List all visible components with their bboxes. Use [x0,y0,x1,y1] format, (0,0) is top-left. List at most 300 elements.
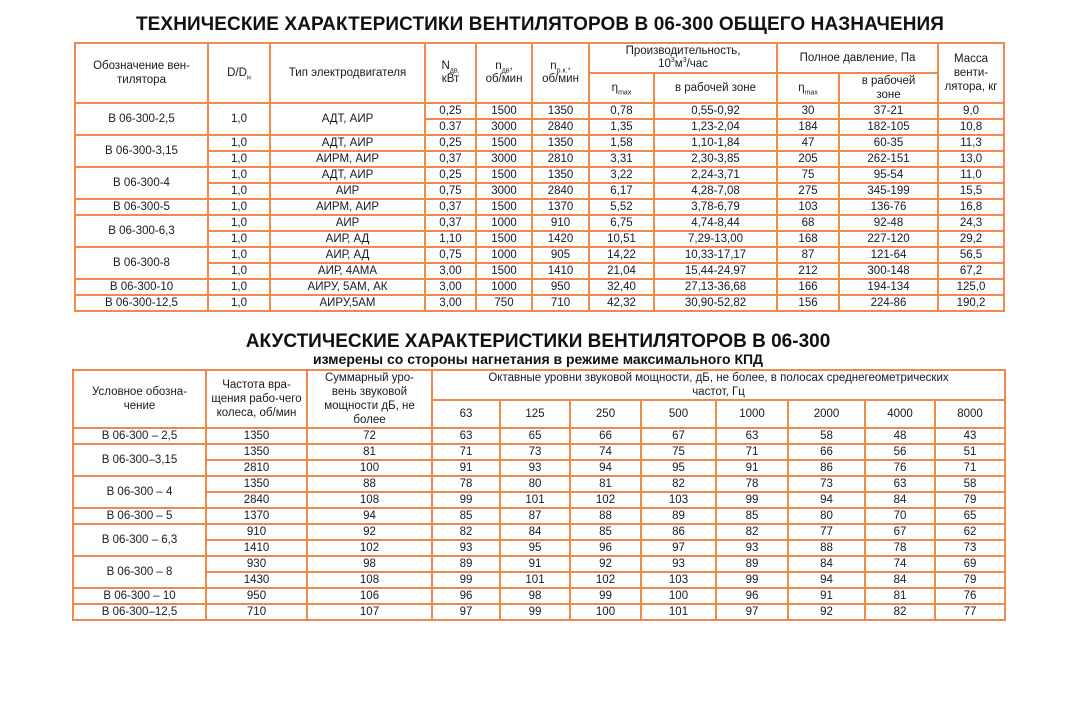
table-row [73,444,1005,460]
octave-level-cell: 48 [865,428,935,444]
octave-level-cell: 94 [788,572,865,588]
table-row [75,215,1004,231]
capacity-zone-cell: 10,33-17,17 [654,247,777,263]
octave-level-cell: 102 [570,492,641,508]
octave-level-cell: 62 [935,524,1005,540]
header-motor-speed: $n_{дв}$, об/мин [476,43,532,103]
octave-level-cell: 89 [641,508,716,524]
wheel-speed-cell: 2840 [532,183,589,199]
wheel-speed-cell: 1350 [206,476,307,492]
octave-level-cell: 99 [716,572,788,588]
mass-cell: 125,0 [938,279,1004,295]
power-cell: 0,37 [425,199,476,215]
octave-level-cell: 63 [716,428,788,444]
octave-level-cell: 81 [570,476,641,492]
octave-level-cell: 43 [935,428,1005,444]
pressure-zone-cell: 60-35 [839,135,938,151]
octave-level-cell: 78 [432,476,500,492]
mass-cell: 11,3 [938,135,1004,151]
motor-speed-cell: 1500 [476,199,532,215]
capacity-eta-cell: 32,40 [589,279,654,295]
wheel-speed-cell: 2840 [532,119,589,135]
octave-level-cell: 99 [500,604,570,620]
pressure-eta-cell: 275 [777,183,839,199]
mass-cell: 11,0 [938,167,1004,183]
motor-speed-cell: 1500 [476,135,532,151]
power-cell: 0,25 [425,135,476,151]
fan-designation: В 06-300-10 [75,279,208,295]
header-wheel-speed: Частота вра-щения рабо-чего колеса, об/мин [206,370,307,428]
capacity-zone-cell: 4,74-8,44 [654,215,777,231]
wheel-speed-cell: 950 [206,588,307,604]
wheel-speed-cell: 1410 [532,263,589,279]
mass-cell: 15,5 [938,183,1004,199]
motor-speed-cell: 1500 [476,167,532,183]
header-mass: Масса венти-лятора, кг [938,43,1004,103]
motor-cell: АДТ, АИР [270,167,425,183]
motor-cell: АИРУ,5АМ [270,295,425,311]
octave-level-cell: 97 [432,604,500,620]
octave-level-cell: 99 [716,492,788,508]
motor-cell: АИРУ, 5АМ, АК [270,279,425,295]
table-row [73,460,1005,476]
fan-designation: В 06-300-3,15 [75,135,208,167]
total-level-cell: 81 [307,444,432,460]
wheel-speed-cell: 1370 [532,199,589,215]
octave-level-cell: 99 [432,492,500,508]
octave-level-cell: 94 [788,492,865,508]
motor-speed-cell: 1000 [476,247,532,263]
pressure-zone-cell: 194-134 [839,279,938,295]
capacity-eta-cell: 0,78 [589,103,654,119]
header-freq-1000: 1000 [716,400,788,428]
fan-designation: В 06-300-4 [75,167,208,199]
octave-level-cell: 70 [865,508,935,524]
d-ratio-cell: 1,0 [208,215,270,231]
fan-designation: В 06-300-6,3 [75,215,208,247]
octave-level-cell: 92 [570,556,641,572]
header-power: $N_{дв,}$ кВт [425,43,476,103]
table-row [73,604,1005,620]
motor-cell: АДТ, АИР [270,103,425,135]
capacity-eta-cell: 14,22 [589,247,654,263]
octave-level-cell: 94 [570,460,641,476]
pressure-zone-cell: 37-21 [839,103,938,119]
motor-cell: АИРМ, АИР [270,151,425,167]
fan-designation: В 06-300-12,5 [75,295,208,311]
octave-level-cell: 97 [716,604,788,620]
table-row [75,279,1004,295]
pressure-zone-cell: 136-76 [839,199,938,215]
octave-level-cell: 81 [865,588,935,604]
power-cell: 0,25 [425,103,476,119]
octave-level-cell: 71 [935,460,1005,476]
fan-designation: В 06-300–12,5 [73,604,206,620]
pressure-zone-cell: 182-105 [839,119,938,135]
table-row [73,524,1005,540]
octave-level-cell: 67 [641,428,716,444]
header-freq-4000: 4000 [865,400,935,428]
octave-level-cell: 76 [935,588,1005,604]
tech-table-title: ТЕХНИЧЕСКИЕ ХАРАКТЕРИСТИКИ ВЕНТИЛЯТОРОВ В 06-300 ОБЩЕГО НАЗНАЧЕНИЯ [135,14,945,35]
mass-cell: 13,0 [938,151,1004,167]
d-ratio-cell: 1,0 [208,247,270,263]
technical-characteristics-table [74,42,1005,312]
mass-cell: 67,2 [938,263,1004,279]
header-capacity-eta: $\eta_{max}$ [589,73,654,103]
wheel-speed-cell: 1350 [532,103,589,119]
octave-level-cell: 84 [865,572,935,588]
wheel-speed-cell: 2810 [532,151,589,167]
total-level-cell: 108 [307,572,432,588]
total-level-cell: 108 [307,492,432,508]
capacity-zone-cell: 30,90-52,82 [654,295,777,311]
motor-speed-cell: 1500 [476,231,532,247]
motor-speed-cell: 1500 [476,263,532,279]
octave-level-cell: 91 [432,460,500,476]
pressure-eta-cell: 156 [777,295,839,311]
header-designation: Условное обозна-чение [73,370,206,428]
octave-level-cell: 99 [570,588,641,604]
fan-designation: В 06-300–3,15 [73,444,206,476]
fan-designation: В 06-300 – 8 [73,556,206,588]
power-cell: 0,75 [425,183,476,199]
octave-level-cell: 73 [788,476,865,492]
power-cell: 0,37 [425,215,476,231]
fan-designation: В 06-300 – 4 [73,476,206,508]
octave-level-cell: 65 [500,428,570,444]
motor-cell: АИР, АД [270,247,425,263]
capacity-eta-cell: 10,51 [589,231,654,247]
header-capacity-zone: в рабочей зоне [654,73,777,103]
octave-level-cell: 86 [788,460,865,476]
header-motor-type: Тип электродвигателя [270,43,425,103]
d-ratio-cell: 1,0 [208,183,270,199]
pressure-eta-cell: 68 [777,215,839,231]
octave-level-cell: 98 [500,588,570,604]
octave-level-cell: 89 [432,556,500,572]
table-row [75,199,1004,215]
table-row [75,167,1004,183]
wheel-speed-cell: 710 [206,604,307,620]
wheel-speed-cell: 905 [532,247,589,263]
pressure-eta-cell: 87 [777,247,839,263]
pressure-eta-cell: 168 [777,231,839,247]
octave-level-cell: 86 [641,524,716,540]
octave-level-cell: 102 [570,572,641,588]
wheel-speed-cell: 910 [532,215,589,231]
header-freq-8000: 8000 [935,400,1005,428]
motor-cell: АИРМ, АИР [270,199,425,215]
capacity-eta-cell: 6,17 [589,183,654,199]
octave-level-cell: 71 [716,444,788,460]
octave-level-cell: 78 [716,476,788,492]
fan-designation: В 06-300 – 5 [73,508,206,524]
octave-level-cell: 79 [935,572,1005,588]
capacity-eta-cell: 1,35 [589,119,654,135]
fan-designation: В 06-300 – 10 [73,588,206,604]
octave-level-cell: 85 [570,524,641,540]
octave-level-cell: 91 [788,588,865,604]
motor-cell: АИР [270,215,425,231]
capacity-zone-cell: 3,78-6,79 [654,199,777,215]
motor-cell: АДТ, АИР [270,135,425,151]
pressure-eta-cell: 103 [777,199,839,215]
octave-level-cell: 84 [865,492,935,508]
power-cell: 3,00 [425,263,476,279]
header-octave-group: Октавные уровни звуковой мощности, дБ, не более, в полосах среднегеометрических частот, Гц [432,370,1005,400]
motor-cell: АИР, АД [270,231,425,247]
total-level-cell: 102 [307,540,432,556]
octave-level-cell: 82 [432,524,500,540]
octave-level-cell: 58 [788,428,865,444]
capacity-eta-cell: 21,04 [589,263,654,279]
octave-level-cell: 91 [716,460,788,476]
capacity-zone-cell: 27,13-36,68 [654,279,777,295]
table-row [73,492,1005,508]
header-pressure-zone: в рабочей зоне [839,73,938,103]
octave-level-cell: 95 [500,540,570,556]
d-ratio-cell: 1,0 [208,167,270,183]
capacity-eta-cell: 42,32 [589,295,654,311]
power-cell: 0,25 [425,167,476,183]
octave-level-cell: 63 [432,428,500,444]
total-level-cell: 106 [307,588,432,604]
octave-level-cell: 73 [935,540,1005,556]
header-designation: Обозначение вен-тилятора [75,43,208,103]
fan-designation: В 06-300 – 2,5 [73,428,206,444]
d-ratio-cell: 1,0 [208,151,270,167]
motor-cell: АИР [270,183,425,199]
pressure-zone-cell: 224-86 [839,295,938,311]
octave-level-cell: 66 [788,444,865,460]
pressure-zone-cell: 227-120 [839,231,938,247]
capacity-zone-cell: 2,24-3,71 [654,167,777,183]
wheel-speed-cell: 1370 [206,508,307,524]
octave-level-cell: 88 [570,508,641,524]
d-ratio-cell: 1,0 [208,103,270,135]
octave-level-cell: 56 [865,444,935,460]
octave-level-cell: 85 [432,508,500,524]
pressure-eta-cell: 30 [777,103,839,119]
octave-level-cell: 100 [641,588,716,604]
octave-level-cell: 93 [716,540,788,556]
d-ratio-cell: 1,0 [208,279,270,295]
wheel-speed-cell: 2810 [206,460,307,476]
motor-speed-cell: 3000 [476,183,532,199]
mass-cell: 16,8 [938,199,1004,215]
header-freq-250: 250 [570,400,641,428]
acoustic-table-title: АКУСТИЧЕСКИЕ ХАРАКТЕРИСТИКИ ВЕНТИЛЯТОРОВ В 06-300 [245,331,831,352]
pressure-eta-cell: 212 [777,263,839,279]
capacity-zone-cell: 2,30-3,85 [654,151,777,167]
capacity-eta-cell: 3,22 [589,167,654,183]
octave-level-cell: 77 [788,524,865,540]
octave-level-cell: 92 [788,604,865,620]
total-level-cell: 94 [307,508,432,524]
octave-level-cell: 75 [641,444,716,460]
octave-level-cell: 76 [865,460,935,476]
table-row [75,263,1004,279]
capacity-eta-cell: 1,58 [589,135,654,151]
octave-level-cell: 93 [641,556,716,572]
octave-level-cell: 82 [716,524,788,540]
octave-level-cell: 101 [641,604,716,620]
octave-level-cell: 67 [865,524,935,540]
pressure-eta-cell: 205 [777,151,839,167]
power-cell: 3,00 [425,295,476,311]
d-ratio-cell: 1,0 [208,231,270,247]
mass-cell: 29,2 [938,231,1004,247]
fan-designation: В 06-300 – 6,3 [73,524,206,556]
octave-level-cell: 101 [500,492,570,508]
capacity-zone-cell: 1,10-1,84 [654,135,777,151]
octave-level-cell: 66 [570,428,641,444]
pressure-zone-cell: 121-64 [839,247,938,263]
octave-level-cell: 51 [935,444,1005,460]
header-pressure-eta: $\eta_{max}$ [777,73,839,103]
mass-cell: 56,5 [938,247,1004,263]
table-row [75,295,1004,311]
table-row [73,588,1005,604]
table-row [73,428,1005,444]
octave-level-cell: 77 [935,604,1005,620]
header-d-ratio: $D/D_н$ [208,43,270,103]
table-row [73,540,1005,556]
fan-designation: В 06-300-2,5 [75,103,208,135]
power-cell: 0,37 [425,151,476,167]
motor-speed-cell: 3000 [476,151,532,167]
total-level-cell: 92 [307,524,432,540]
wheel-speed-cell: 1430 [206,572,307,588]
octave-level-cell: 96 [432,588,500,604]
capacity-eta-cell: 5,52 [589,199,654,215]
octave-level-cell: 103 [641,492,716,508]
pressure-eta-cell: 75 [777,167,839,183]
table-row [75,247,1004,263]
header-pressure-group: Полное давление, Па [777,43,938,73]
octave-level-cell: 87 [500,508,570,524]
total-level-cell: 88 [307,476,432,492]
octave-level-cell: 96 [570,540,641,556]
table-row [75,103,1004,119]
d-ratio-cell: 1,0 [208,295,270,311]
octave-level-cell: 69 [935,556,1005,572]
octave-level-cell: 71 [432,444,500,460]
capacity-zone-cell: 1,23-2,04 [654,119,777,135]
header-capacity-group: Производительность, $10^3м^3$/час [589,43,777,73]
fan-designation: В 06-300-8 [75,247,208,279]
octave-level-cell: 97 [641,540,716,556]
mass-cell: 24,3 [938,215,1004,231]
octave-level-cell: 58 [935,476,1005,492]
table-row [75,151,1004,167]
octave-level-cell: 88 [788,540,865,556]
octave-level-cell: 74 [570,444,641,460]
wheel-speed-cell: 950 [532,279,589,295]
pressure-eta-cell: 166 [777,279,839,295]
wheel-speed-cell: 930 [206,556,307,572]
octave-level-cell: 89 [716,556,788,572]
octave-level-cell: 99 [432,572,500,588]
capacity-zone-cell: 0,55-0,92 [654,103,777,119]
table-row [75,231,1004,247]
octave-level-cell: 80 [500,476,570,492]
table-row [73,572,1005,588]
octave-level-cell: 63 [865,476,935,492]
octave-level-cell: 65 [935,508,1005,524]
motor-cell: АИР, 4АМА [270,263,425,279]
header-wheel-speed: $n_{р.к.}$, об/мин [532,43,589,103]
header-freq-63: 63 [432,400,500,428]
octave-level-cell: 82 [865,604,935,620]
wheel-speed-cell: 1420 [532,231,589,247]
total-level-cell: 100 [307,460,432,476]
table-row [75,183,1004,199]
octave-level-cell: 78 [865,540,935,556]
power-cell: 1,10 [425,231,476,247]
capacity-eta-cell: 3,31 [589,151,654,167]
acoustic-table-subtitle: измерены со стороны нагнетания в режиме максимального КПД [312,351,764,367]
mass-cell: 10,8 [938,119,1004,135]
wheel-speed-cell: 2840 [206,492,307,508]
octave-level-cell: 93 [432,540,500,556]
octave-level-cell: 103 [641,572,716,588]
header-freq-2000: 2000 [788,400,865,428]
octave-level-cell: 93 [500,460,570,476]
octave-level-cell: 79 [935,492,1005,508]
power-cell: 0,75 [425,247,476,263]
octave-level-cell: 100 [570,604,641,620]
octave-level-cell: 85 [716,508,788,524]
wheel-speed-cell: 1410 [206,540,307,556]
capacity-zone-cell: 15,44-24,97 [654,263,777,279]
wheel-speed-cell: 1350 [206,428,307,444]
octave-level-cell: 95 [641,460,716,476]
mass-cell: 190,2 [938,295,1004,311]
total-level-cell: 72 [307,428,432,444]
power-cell: 0.37 [425,119,476,135]
octave-level-cell: 101 [500,572,570,588]
d-ratio-cell: 1,0 [208,199,270,215]
pressure-zone-cell: 300-148 [839,263,938,279]
octave-level-cell: 80 [788,508,865,524]
total-level-cell: 98 [307,556,432,572]
table-row [73,508,1005,524]
total-level-cell: 107 [307,604,432,620]
wheel-speed-cell: 710 [532,295,589,311]
header-freq-500: 500 [641,400,716,428]
pressure-eta-cell: 184 [777,119,839,135]
capacity-zone-cell: 7,29-13,00 [654,231,777,247]
octave-level-cell: 84 [500,524,570,540]
octave-level-cell: 73 [500,444,570,460]
wheel-speed-cell: 1350 [532,167,589,183]
wheel-speed-cell: 1350 [206,444,307,460]
octave-level-cell: 74 [865,556,935,572]
octave-level-cell: 82 [641,476,716,492]
wheel-speed-cell: 910 [206,524,307,540]
d-ratio-cell: 1,0 [208,263,270,279]
motor-speed-cell: 750 [476,295,532,311]
acoustic-characteristics-table [72,369,1006,621]
octave-level-cell: 91 [500,556,570,572]
d-ratio-cell: 1,0 [208,135,270,151]
pressure-zone-cell: 95-54 [839,167,938,183]
motor-speed-cell: 1000 [476,279,532,295]
capacity-zone-cell: 4,28-7,08 [654,183,777,199]
wheel-speed-cell: 1350 [532,135,589,151]
